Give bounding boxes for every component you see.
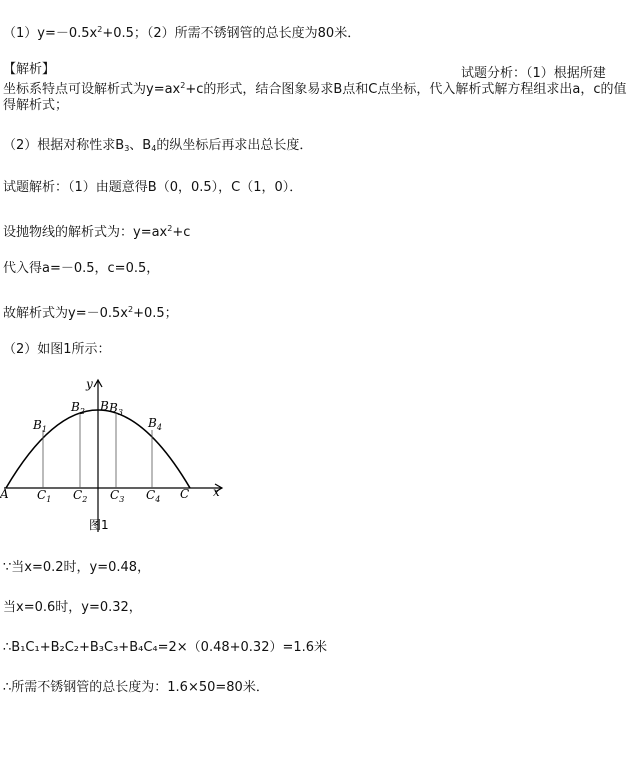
result-line (3, 302, 178, 322)
label-c4: $C_4$ (146, 488, 161, 504)
part2-sub1: 3 (124, 144, 130, 153)
solution-line: 试题解析：（1）由题意得B（0，0.5），C（1，0）． (3, 180, 303, 195)
setup-pre: 设抛物线的解析式为：y=ax (3, 225, 168, 240)
substitute-line: 代入得a=－0.5，c=0.5， (3, 261, 160, 276)
label-c2: $C_2$ (73, 488, 88, 504)
part2-mid: 、B (129, 138, 152, 153)
part2-line (3, 138, 312, 157)
analysis-body-post: +c的形式，结合图象易求B点和C点坐标，代入解析式解方程组求出a，c的值得解析式； (3, 82, 627, 113)
answer-line (3, 22, 360, 42)
part2-sub2: 4 (151, 144, 157, 153)
label-c1: $C_1$ (37, 488, 52, 504)
answer-sup: 2 (97, 25, 103, 34)
label-a: A (0, 487, 9, 501)
figure-intro-line: （2）如图1所示： (3, 342, 111, 357)
part2-pre: （2）根据对称性求B (3, 138, 125, 153)
label-b4: $B_4$ (148, 416, 162, 432)
label-x: x (213, 485, 220, 499)
setup-sup: 2 (167, 224, 173, 233)
label-c: C (180, 487, 190, 501)
setup-line (3, 221, 190, 241)
x02-line: ∵当x=0.2时，y=0.48， (3, 560, 151, 575)
x06-line: 当x=0.6时，y=0.32， (3, 600, 142, 615)
result-post: +0.5； (133, 306, 178, 321)
sum-line: ∴B₁C₁+B₂C₂+B₃C₃+B₄C₄=2×（0.48+0.32）=1.6米 (3, 640, 328, 655)
label-c3: $C_3$ (110, 488, 125, 504)
answer-pre: （1）y=－0.5x (3, 26, 98, 41)
parabola-figure (0, 372, 240, 537)
analysis-body-pre: 坐标系特点可设解析式为y=ax (3, 82, 181, 97)
label-b1: $B_1$ (33, 418, 47, 434)
result-pre: 故解析式为y=－0.5x (3, 306, 128, 321)
setup-post: +c (172, 225, 191, 240)
figure-caption: 图1 (89, 518, 109, 532)
label-b2: $B_2$ (71, 400, 85, 416)
answer-post: +0.5；（2）所需不锈钢管的总长度为80米． (102, 26, 361, 41)
analysis-body-sup: 2 (180, 81, 186, 90)
analysis-heading: 试题分析：（1）根据所建 (461, 66, 606, 81)
analysis-tag: 【解析】 (3, 62, 56, 77)
analysis-body (3, 78, 628, 114)
label-b3: $B_3$ (109, 401, 123, 417)
result-sup: 2 (127, 305, 134, 314)
total-line: ∴所需不锈钢管的总长度为：1.6×50=80米． (3, 680, 269, 695)
label-y: y (86, 377, 93, 391)
label-b: B (100, 399, 109, 413)
part2-post: 的纵坐标后再求出总长度． (156, 138, 313, 153)
